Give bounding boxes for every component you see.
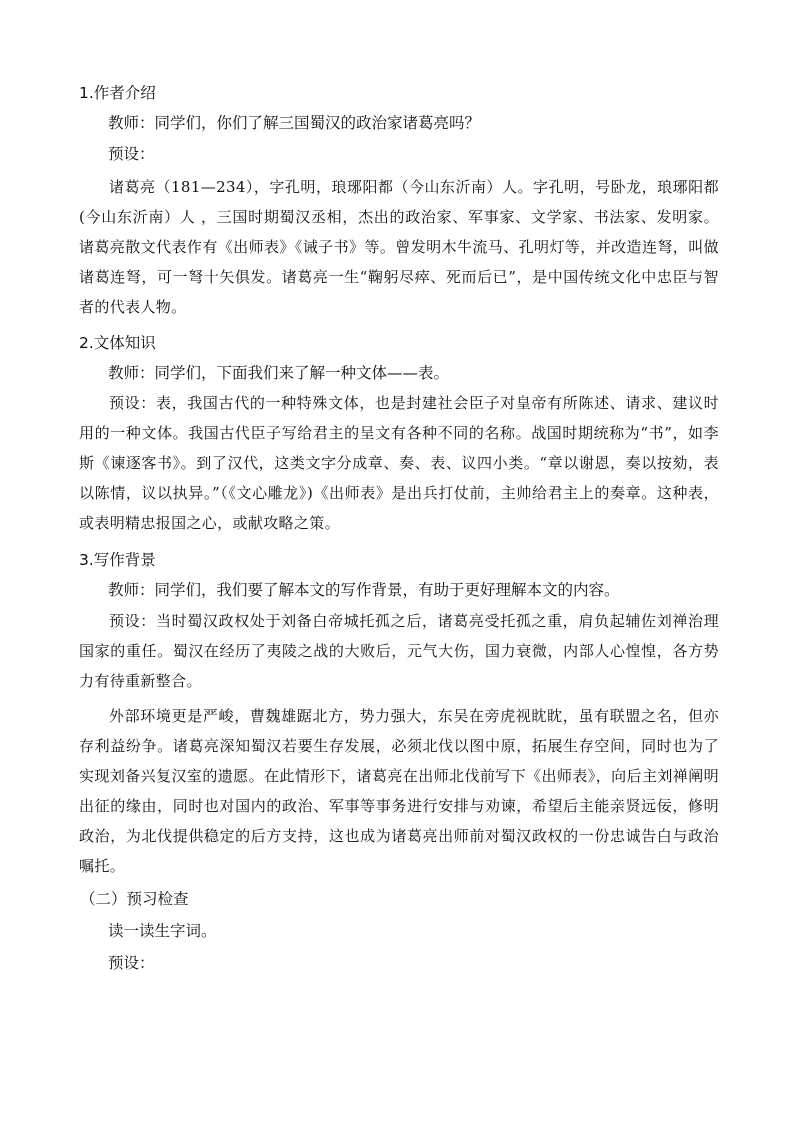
background-paragraph-1: 预设：当时蜀汉政权处于刘备白帝城托孤之后，诸葛亮受托孤之重，肩负起辅佐刘禅治理国家的重任。蜀汉在经历了夷陵之战的大败后，元气大伤，国力衰微，内部人心惶惶，各方势力有待重新整合。 bbox=[79, 612, 719, 690]
teacher-question-genre: 教师：同学们，下面我们来了解一种文体——表。 bbox=[108, 364, 450, 382]
section-heading-background: 3.写作背景 bbox=[79, 551, 156, 569]
section-heading-preview: （二）预习检查 bbox=[80, 890, 189, 908]
background-paragraph-2: 外部环境更是严峻，曹魏雄踞北方，势力强大，东吴在旁虎视眈眈，虽有联盟之名，但亦存利益纷争。诸葛亮深知蜀汉若要生存发展，必须北伐以图中原，拓展生存空间，同时也为了实现刘备兴复汉室的遗愿。在此情形下，诸葛亮在出师北伐前写下《出师表》，向后主刘禅阐明出征的缘由，同时也对国内的政治、军事等事务进行安排与劝谏，希望后主能亲贤远佞，修明政治，为北伐提供稳定的后方支持，这也成为诸葛亮出师前对蜀汉政权的一份忠诚告白与政治嘱托。 bbox=[79, 707, 719, 875]
preview-preset-label: 预设： bbox=[108, 954, 155, 972]
section-heading-genre: 2.文体知识 bbox=[79, 334, 156, 352]
preset-label: 预设： bbox=[108, 145, 155, 163]
teacher-question-author: 教师：同学们，你们了解三国蜀汉的政治家诸葛亮吗？ bbox=[108, 114, 481, 132]
section-heading-author: 1.作者介绍 bbox=[79, 84, 156, 102]
preview-instruction: 读一读生字词。 bbox=[108, 922, 217, 940]
teacher-question-background: 教师：同学们，我们要了解本文的写作背景，有助于更好理解本文的内容。 bbox=[108, 581, 620, 599]
genre-paragraph: 预设：表，我国古代的一种特殊文体，也是封建社会臣子对皇帝有所陈述、请求、建议时用的一种文体。我国古代臣子写给君主的呈文有各种不同的名称。战国时期统称为“书”，如李斯《谏逐客书》。到了汉代，这类文字分成章、奏、表、议四小类。“章以谢恩，奏以按劾，表以陈情，议以执异。”（《文心雕龙》)《出师表》是出兵打仗前，主帅给君主上的奏章。这种表，或表明精忠报国之心，或献攻略之策。 bbox=[79, 394, 719, 532]
author-paragraph: 诸葛亮（181—234），字孔明，琅琊阳都（今山东沂南）人。字孔明，号卧龙，琅琊阳都(今山东沂南）人 ，三国时期蜀汉丞相，杰出的政治家、军事家、文学家、书法家、发明家。诸葛亮散文代表作有《出师表》《诫子书》等。曾发明木牛流马、孔明灯等，并改造连弩，叫做诸葛连弩，可一弩十矢俱发。诸葛亮一生“鞠躬尽瘁、死而后已”，是中国传统文化中忠臣与智者的代表人物。 bbox=[79, 178, 719, 316]
